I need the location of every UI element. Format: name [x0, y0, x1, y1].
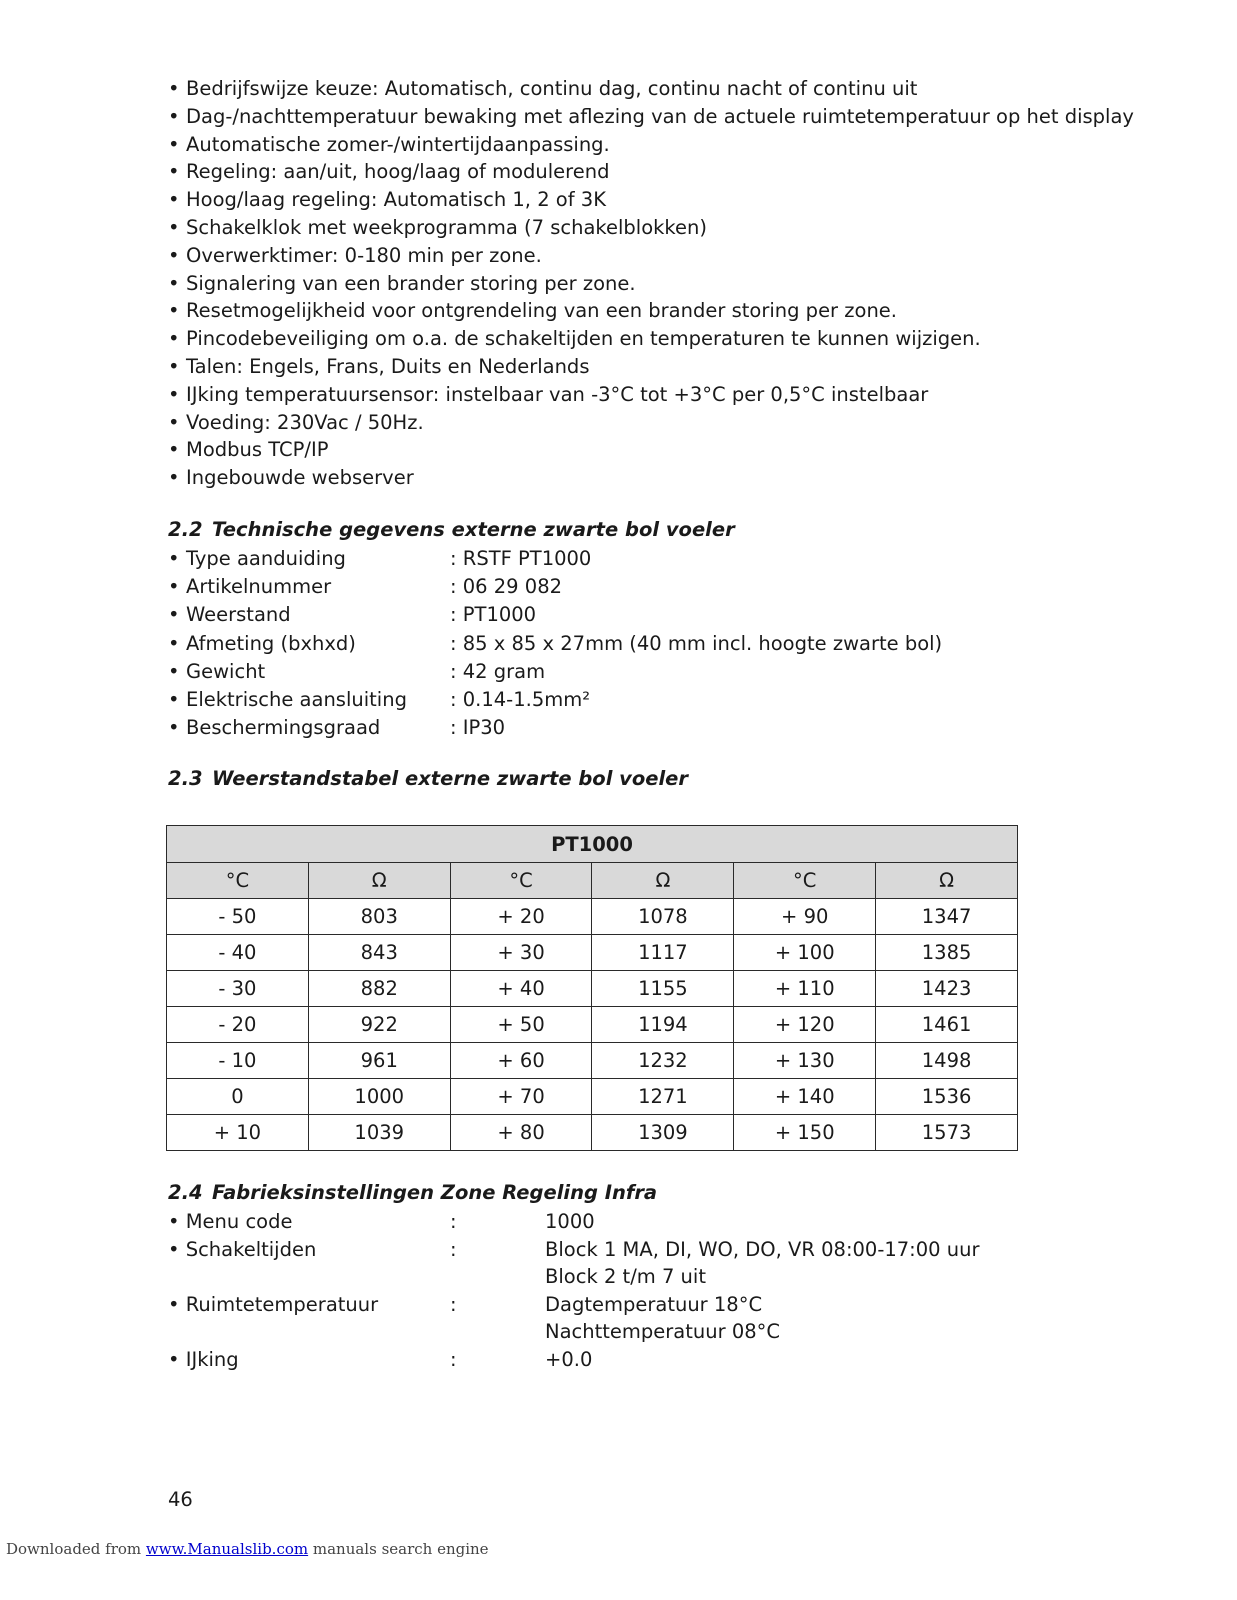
- table-cell: + 50: [450, 1007, 592, 1043]
- table-cell: 803: [308, 899, 450, 935]
- setting-value: [545, 1291, 780, 1346]
- table-header-cell: °C: [167, 863, 309, 899]
- feature-item: • Modbus TCP/IP: [168, 436, 1168, 464]
- table-row: [167, 1115, 1018, 1151]
- table-header-cell: Ω: [876, 863, 1018, 899]
- spec-label: Type aanduiding: [186, 547, 346, 570]
- spec-label: Afmeting (bxhxd): [186, 631, 356, 655]
- table-title: PT1000: [167, 826, 1018, 863]
- feature-item: • Dag-/nachttemperatuur bewaking met aflezing van de actuele ruimtetemperatuur op het display: [168, 103, 1168, 131]
- setting-row: [168, 1208, 1068, 1236]
- footer-suffix: manuals search engine: [308, 1540, 489, 1558]
- feature-item: • Hoog/laag regeling: Automatisch 1, 2 of 3K: [168, 186, 1168, 214]
- spec-list: [168, 545, 1068, 742]
- resistance-table: [166, 825, 1018, 1151]
- spec-label: Gewicht: [186, 659, 266, 683]
- setting-row: [168, 1346, 1068, 1374]
- section-2-3-heading: [168, 767, 688, 790]
- section-2-4-heading: [168, 1181, 657, 1204]
- feature-item: • Regeling: aan/uit, hoog/laag of modulerend: [168, 158, 1168, 186]
- spec-label: Artikelnummer: [186, 575, 332, 599]
- spec-item: [168, 714, 1068, 742]
- section-number: 2.3: [168, 767, 203, 790]
- table-cell: 0: [167, 1079, 309, 1115]
- table-cell: 1000: [308, 1079, 450, 1115]
- table-row: [167, 1043, 1018, 1079]
- section-title: Fabrieksinstellingen Zone Regeling Infra: [212, 1181, 658, 1204]
- table-cell: 1232: [592, 1043, 734, 1079]
- table-cell: + 120: [734, 1007, 876, 1043]
- table-cell: 1461: [876, 1007, 1018, 1043]
- table-header-cell: °C: [734, 863, 876, 899]
- table-cell: + 90: [734, 899, 876, 935]
- table-cell: 1573: [876, 1115, 1018, 1151]
- table-cell: + 80: [450, 1115, 592, 1151]
- manualslib-link[interactable]: www.Manualslib.com: [145, 1540, 309, 1558]
- section-title: Weerstandstabel externe zwarte bol voeler: [212, 767, 689, 790]
- setting-label: • Ruimtetemperatuur: [168, 1292, 379, 1316]
- table-cell: 1117: [592, 935, 734, 971]
- setting-value: [545, 1346, 592, 1374]
- table-cell: + 20: [450, 899, 592, 935]
- spec-item: [168, 601, 1068, 629]
- factory-settings: [168, 1208, 1068, 1374]
- setting-row: [168, 1291, 1068, 1346]
- setting-row: [168, 1236, 1068, 1291]
- table-cell: 1194: [592, 1007, 734, 1043]
- table-row: [167, 1079, 1018, 1115]
- setting-label: • IJking: [168, 1347, 239, 1371]
- section-number: 2.2: [168, 518, 203, 541]
- setting-colon: :: [450, 1292, 457, 1316]
- footer-prefix: Downloaded from: [6, 1540, 146, 1558]
- table-row: [167, 899, 1018, 935]
- spec-value: : 85 x 85 x 27mm (40 mm incl. hoogte zwarte bol): [450, 631, 943, 655]
- table-cell: + 150: [734, 1115, 876, 1151]
- table-cell: 1155: [592, 971, 734, 1007]
- table-cell: + 130: [734, 1043, 876, 1079]
- setting-value: [545, 1208, 595, 1236]
- table-row: [167, 1007, 1018, 1043]
- section-2-2-heading: [168, 518, 735, 541]
- table-cell: + 60: [450, 1043, 592, 1079]
- spec-label: Weerstand: [186, 603, 291, 627]
- table-cell: 922: [308, 1007, 450, 1043]
- setting-value-line: Dagtemperatuur 18°C: [545, 1292, 763, 1316]
- table-header-cell: Ω: [592, 863, 734, 899]
- spec-label: Beschermingsgraad: [186, 716, 381, 740]
- table-row: [167, 971, 1018, 1007]
- table-cell: + 40: [450, 971, 592, 1007]
- table-cell: 1498: [876, 1043, 1018, 1079]
- download-footer: [6, 1540, 489, 1558]
- feature-list: [168, 75, 1168, 492]
- feature-item: • Schakelklok met weekprogramma (7 schakelblokken): [168, 214, 1168, 242]
- table-cell: + 140: [734, 1079, 876, 1115]
- setting-value-line: Block 2 t/m 7 uit: [545, 1265, 706, 1289]
- spec-value: : RSTF PT1000: [450, 547, 592, 570]
- table-cell: 1271: [592, 1079, 734, 1115]
- table-cell: - 40: [167, 935, 309, 971]
- table-header-cell: Ω: [308, 863, 450, 899]
- setting-value-line: Nachttemperatuur 08°C: [545, 1320, 780, 1344]
- table-cell: + 30: [450, 935, 592, 971]
- section-title: Technische gegevens externe zwarte bol voeler: [212, 518, 735, 541]
- table-cell: 1078: [592, 899, 734, 935]
- spec-item: [168, 545, 1068, 573]
- section-number: 2.4: [168, 1181, 203, 1204]
- table-header-row: [167, 863, 1018, 899]
- feature-item: • Talen: Engels, Frans, Duits en Nederlands: [168, 353, 1168, 381]
- feature-item: • Overwerktimer: 0-180 min per zone.: [168, 242, 1168, 270]
- setting-value-line: 1000: [545, 1210, 595, 1233]
- feature-item: • Pincodebeveiliging om o.a. de schakeltijden en temperaturen te kunnen wijzigen.: [168, 325, 1168, 353]
- spec-value: : IP30: [450, 716, 506, 740]
- table-cell: - 30: [167, 971, 309, 1007]
- feature-item: • Resetmogelijkheid voor ontgrendeling van een brander storing per zone.: [168, 297, 1168, 325]
- setting-label: • Menu code: [168, 1210, 293, 1233]
- spec-value: : PT1000: [450, 603, 537, 627]
- table-cell: + 100: [734, 935, 876, 971]
- setting-value-line: +0.0: [545, 1347, 593, 1371]
- setting-value-line: Block 1 MA, DI, WO, DO, VR 08:00-17:00 uur: [545, 1237, 980, 1261]
- table-cell: + 10: [167, 1115, 309, 1151]
- table-cell: + 70: [450, 1079, 592, 1115]
- feature-item: • Bedrijfswijze keuze: Automatisch, continu dag, continu nacht of continu uit: [168, 75, 1168, 103]
- spec-value: : 0.14-1.5mm²: [450, 687, 591, 711]
- table-cell: - 50: [167, 899, 309, 935]
- table-cell: 1536: [876, 1079, 1018, 1115]
- table-cell: 1385: [876, 935, 1018, 971]
- table-cell: - 10: [167, 1043, 309, 1079]
- table-cell: 882: [308, 971, 450, 1007]
- setting-colon: :: [450, 1210, 457, 1233]
- table-cell: 1309: [592, 1115, 734, 1151]
- spec-value: : 42 gram: [450, 659, 546, 683]
- feature-item: • Voeding: 230Vac / 50Hz.: [168, 409, 1168, 437]
- feature-item: • Ingebouwde webserver: [168, 464, 1168, 492]
- page-number: 46: [168, 1488, 193, 1511]
- setting-colon: :: [450, 1347, 457, 1371]
- table-cell: 1423: [876, 971, 1018, 1007]
- feature-item: • Automatische zomer-/wintertijdaanpassing.: [168, 131, 1168, 159]
- spec-value: : 06 29 082: [450, 575, 563, 599]
- setting-value: [545, 1236, 980, 1291]
- table-cell: 1347: [876, 899, 1018, 935]
- table-cell: + 110: [734, 971, 876, 1007]
- table-cell: - 20: [167, 1007, 309, 1043]
- spec-item: [168, 658, 1068, 686]
- setting-colon: :: [450, 1237, 457, 1261]
- feature-item: • IJking temperatuursensor: instelbaar van -3°C tot +3°C per 0,5°C instelbaar: [168, 381, 1168, 409]
- table-cell: 961: [308, 1043, 450, 1079]
- table-row: [167, 935, 1018, 971]
- spec-item: [168, 630, 1068, 658]
- spec-item: [168, 573, 1068, 601]
- setting-label: • Schakeltijden: [168, 1237, 317, 1261]
- spec-item: [168, 686, 1068, 714]
- table-header-cell: °C: [450, 863, 592, 899]
- feature-item: • Signalering van een brander storing per zone.: [168, 270, 1168, 298]
- spec-label: Elektrische aansluiting: [186, 687, 407, 711]
- table-cell: 843: [308, 935, 450, 971]
- table-cell: 1039: [308, 1115, 450, 1151]
